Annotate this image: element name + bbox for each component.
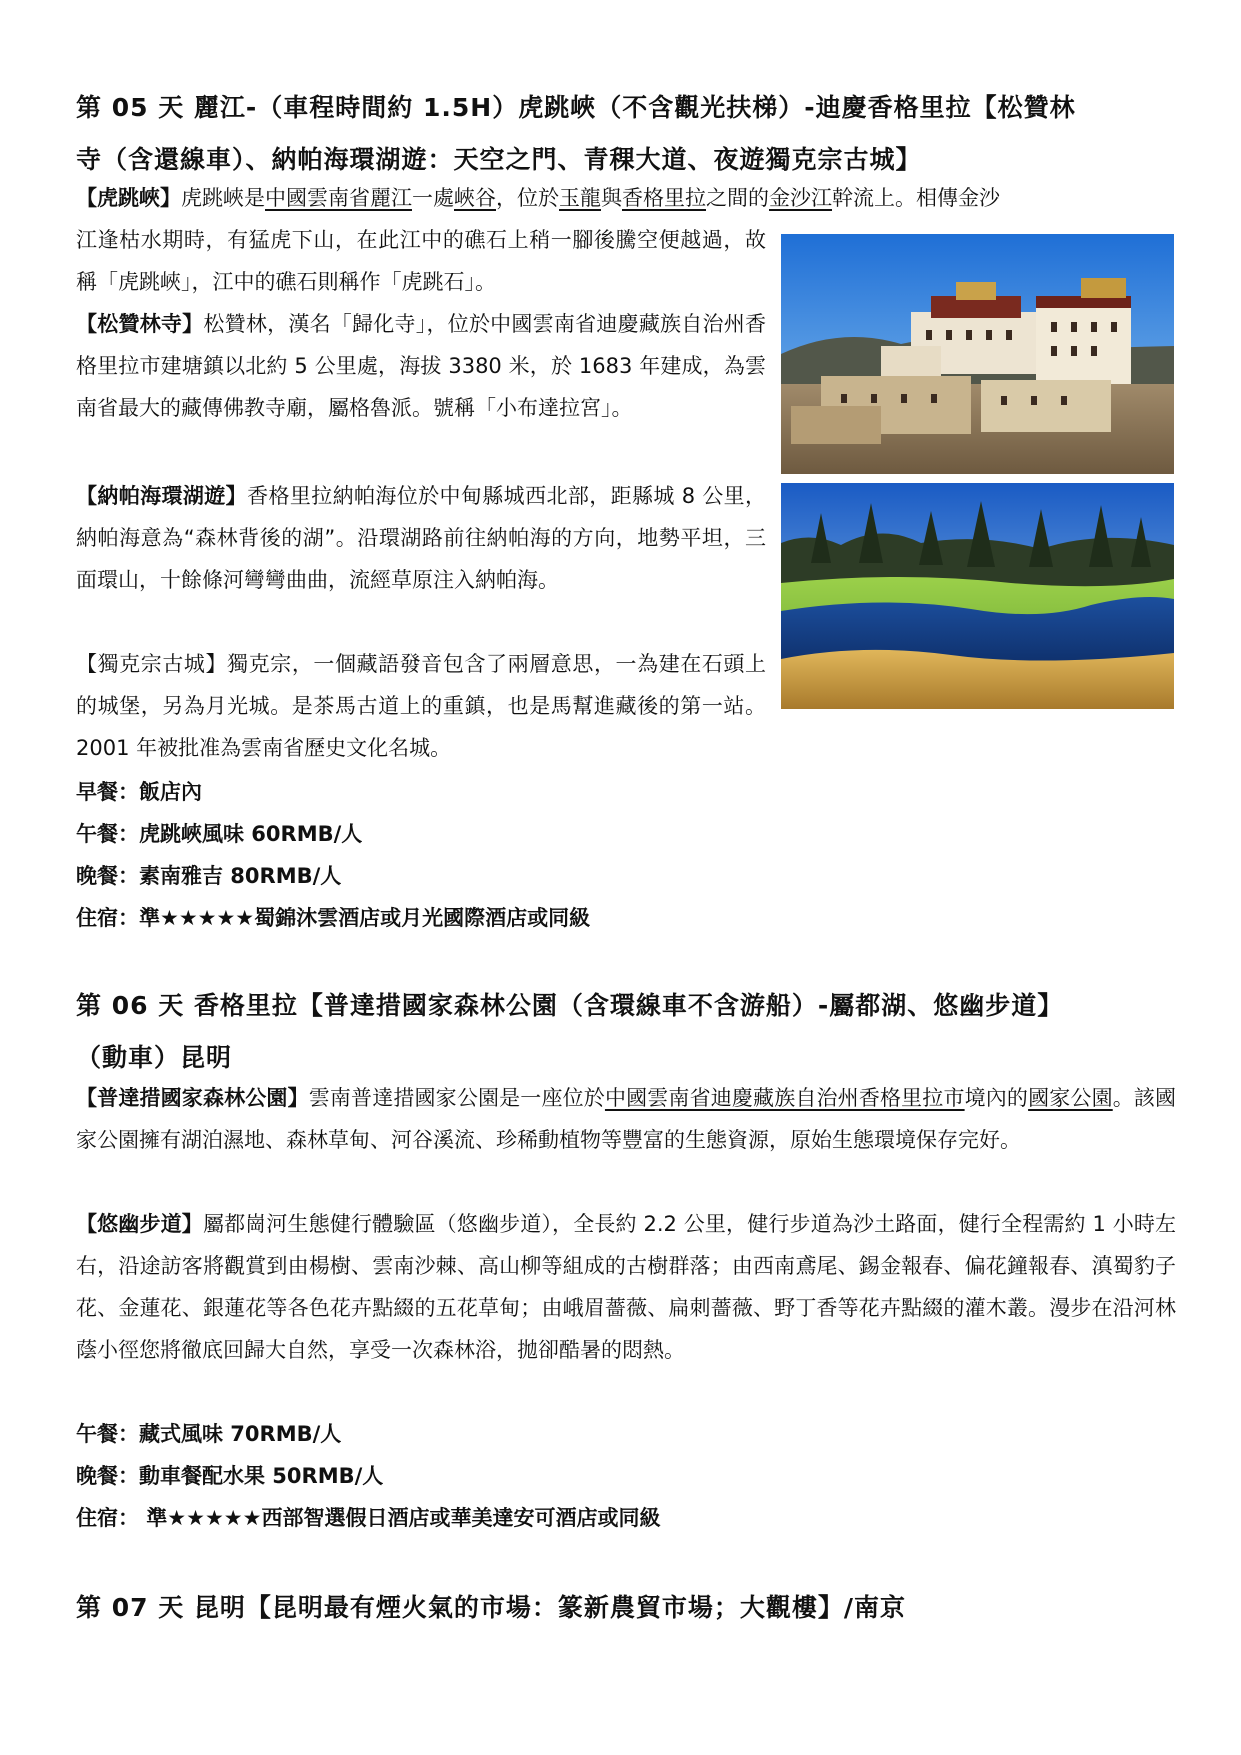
songzanlin-paragraph: 【松贊林寺】松贊林，漢名「歸化寺」，位於中國雲南省迪慶藏族自治州香格里拉市建塘鎮以北約 5 公里處，海拔 3380 米，於 1683 年建成，為雲南省最大的藏傳佛教寺廟，屬格魯派。號稱「小布達拉宮」。 [76,312,766,420]
link-shangri-la[interactable]: 香格里拉 [622,186,706,210]
day05-title [76,82,1176,186]
day06-title-line2: （動車）昆明 [76,1043,233,1072]
day05-title-line1: 第 05 天 麗江-（車程時間約 1.5H）虎跳峽（不含觀光扶梯）-迪慶香格里拉【松贊林 [76,93,1076,122]
day05-hotel: 住宿：準★★★★★蜀錦沐雲酒店或月光國際酒店或同級 [76,906,591,930]
napahai-lake-photo [781,483,1174,709]
dukezong-paragraph: 【獨克宗古城】獨克宗，一個藏語發音包含了兩層意思，一為建在石頭上的城堡，另為月光城。是茶馬古道上的重鎮，也是馬幫進藏後的第一站。2001 年被批准為雲南省歷史文化名城。 [76,652,767,760]
link-jinsha-river[interactable]: 金沙江 [769,186,832,210]
youyou-trail-heading: 【悠幽步道】 [76,1212,203,1236]
tiger-leaping-gorge-intro: 【虎跳峽】虎跳峽是中國雲南省麗江一處峽谷，位於玉龍與香格里拉之間的金沙江幹流上。相傳金沙 [76,186,1000,210]
napahai-paragraph: 【納帕海環湖遊】香格里拉納帕海位於中甸縣城西北部，距縣城 8 公里，納帕海意為“森林背後的湖”。沿環湖路前往納帕海的方向，地勢平坦，三面環山，十餘條河彎彎曲曲，流經草原注入納帕海。 [76,484,766,592]
day06-lunch: 午餐：藏式風味 70RMB/人 [76,1422,342,1446]
day05-lunch: 午餐：虎跳峽風味 60RMB/人 [76,822,363,846]
day07-title: 第 07 天 昆明【昆明最有煙火氣的市場：篆新農貿市場；大觀樓】/南京 [76,1593,907,1622]
songzanlin-monastery-photo [781,234,1174,474]
tiger-leaping-gorge-heading: 【虎跳峽】 [76,186,181,210]
link-diqing-shangri-la[interactable]: 中國雲南省迪慶藏族自治州香格里拉市 [604,1086,965,1110]
day05-title-line2: 寺（含還線車）、納帕海環湖遊：天空之門、青稞大道、夜遊獨克宗古城】 [76,145,922,174]
pudacuo-paragraph: 【普達措國家森林公園】雲南普達措國家公園是一座位於中國雲南省迪慶藏族自治州香格里拉市境內的國家公園。該國家公園擁有湖泊濕地、森林草甸、河谷溪流、珍稀動植物等豐富的生態資源，原始生態環境保存完好。 [76,1086,1177,1152]
day05-dinner: 晚餐：素南雅吉 80RMB/人 [76,864,342,888]
dukezong-heading: 【獨克宗古城】 [76,652,228,676]
link-yunnan-lijiang[interactable]: 中國雲南省麗江 [265,186,412,210]
youyou-trail-paragraph: 【悠幽步道】屬都崗河生態健行體驗區（悠幽步道），全長約 2.2 公里，健行步道為沙土路面，健行全程需約 1 小時左右，沿途訪客將觀賞到由楊樹、雲南沙棘、高山柳等組成的古樹群落；由西南鳶尾、錫金報春、偏花鐘報春、滇蜀豹子花、金蓮花、銀蓮花等各色花卉點綴的五花草甸；由峨眉薔薇、扁刺薔薇、野丁香等花卉點綴的灌木叢。漫步在沿河林蔭小徑您將徹底回歸大自然，享受一次森林浴，拋卻酷暑的悶熱。 [76,1212,1176,1362]
tiger-leaping-gorge-legend: 江逢枯水期時，有猛虎下山，在此江中的礁石上稍一腳後騰空便越過，故稱「虎跳峽」，江中的礁石則稱作「虎跳石」。 [76,228,766,294]
day06-title [76,980,1176,1084]
day06-title-line1: 第 06 天 香格里拉【普達措國家森林公園（含環線車不含游船）-屬都湖、悠幽步道】 [76,991,1064,1020]
link-yulong[interactable]: 玉龍 [559,186,601,210]
day06-hotel: 住宿： 準★★★★★西部智選假日酒店或華美達安可酒店或同級 [76,1506,661,1530]
link-gorge[interactable]: 峽谷 [454,186,496,210]
link-national-park[interactable]: 國家公園 [1028,1086,1113,1110]
day05-breakfast: 早餐：飯店內 [76,780,202,804]
pudacuo-heading: 【普達措國家森林公園】 [76,1086,309,1110]
napahai-heading: 【納帕海環湖遊】 [76,484,248,508]
day06-dinner: 晚餐：動車餐配水果 50RMB/人 [76,1464,384,1488]
songzanlin-heading: 【松贊林寺】 [76,312,204,336]
